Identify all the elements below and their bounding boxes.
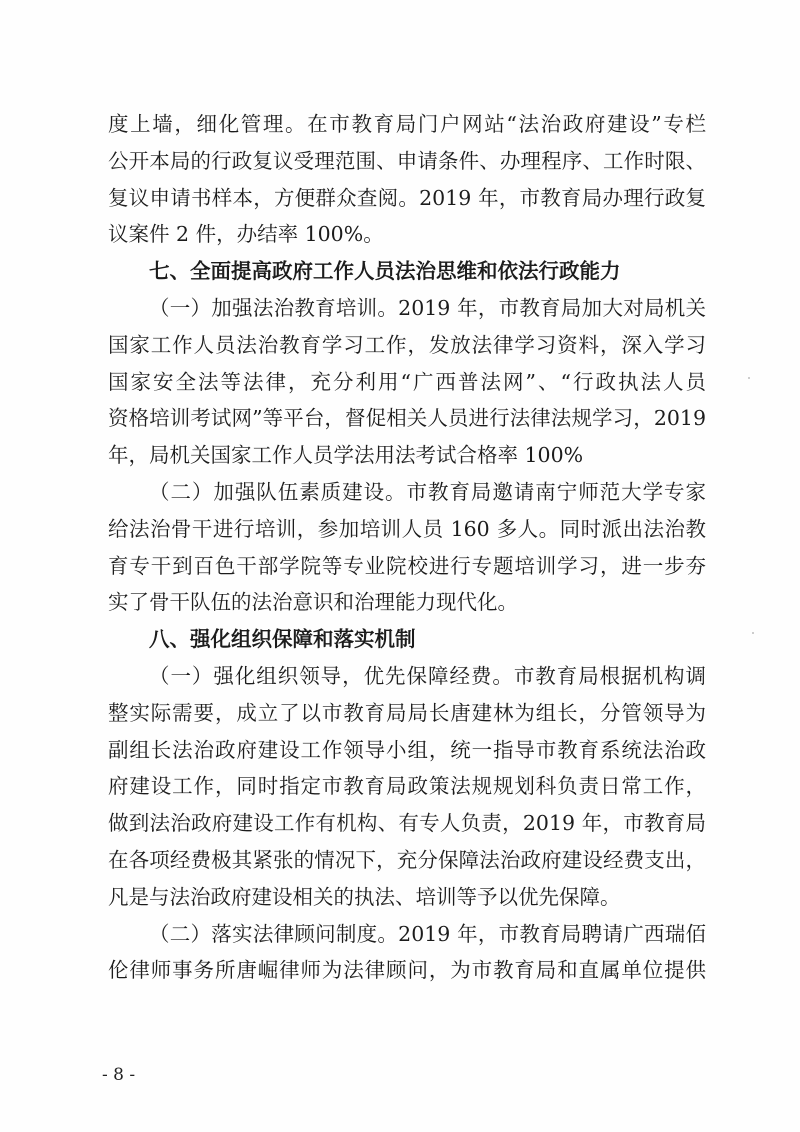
document-body xyxy=(108,106,706,989)
scan-speck xyxy=(752,632,754,634)
paragraph-line: 府建设工作，同时指定市教育局政策法规规划科负责日常工作， xyxy=(108,774,706,799)
paragraph-line: 凡是与法治政府建设相关的执法、培训等予以优先保障。 xyxy=(108,884,621,909)
paragraph-line: （一）加强法治教育培训。2019 年，市教育局加大对局机关 xyxy=(149,295,706,320)
paragraph-line: 国家工作人员法治教育学习工作，发放法律学习资料，深入学习 xyxy=(108,332,706,357)
paragraph-line: 在各项经费极其紧张的情况下，充分保障法治政府建设经费支出， xyxy=(108,847,706,872)
paragraph-line: 伦律师事务所唐崛律师为法律顾问，为市教育局和直属单位提供 xyxy=(108,958,706,983)
page-number: - 8 - xyxy=(102,1065,136,1085)
paragraph-line: 年，局机关国家工作人员学法用法考试合格率 100% xyxy=(108,443,584,468)
paragraph-line: 整实际需要，成立了以市教育局局长唐建林为组长，分管领导为 xyxy=(108,700,706,725)
paragraph-line: （二）落实法律顾问制度。2019 年，市教育局聘请广西瑞佰 xyxy=(149,921,706,946)
paragraph-line: 公开本局的行政复议受理范围、申请条件、办理程序、工作时限、 xyxy=(108,148,706,173)
paragraph-line: 议案件 2 件，办结率 100%。 xyxy=(108,222,384,247)
section-heading-8: 八、强化组织保障和落实机制 xyxy=(149,627,416,652)
paragraph-line: 育专干到百色干部学院等专业院校进行专题培训学习，进一步夯 xyxy=(108,553,706,578)
paragraph-line: （一）强化组织领导，优先保障经费。市教育局根据机构调 xyxy=(149,663,706,688)
paragraph-line: 做到法治政府建设工作有机构、有专人负责，2019 年，市教育局 xyxy=(108,811,706,836)
scan-speck xyxy=(748,377,750,379)
paragraph-line: 资格培训考试网”等平台，督促相关人员进行法律法规学习，2019 xyxy=(108,406,706,431)
paragraph-line: 国家安全法等法律，充分利用“广西普法网”、“行政执法人员 xyxy=(108,369,706,394)
paragraph-line: 副组长法治政府建设工作领导小组，统一指导市教育系统法治政 xyxy=(108,737,706,762)
paragraph-line: 实了骨干队伍的法治意识和治理能力现代化。 xyxy=(108,590,518,615)
paragraph-line: 给法治骨干进行培训，参加培训人员 160 多人。同时派出法治教 xyxy=(108,516,706,541)
paragraph-line: 度上墙，细化管理。在市教育局门户网站“法治政府建设”专栏 xyxy=(108,112,706,136)
section-heading-7: 七、全面提高政府工作人员法治思维和依法行政能力 xyxy=(149,259,621,284)
paragraph-line: 复议申请书样本，方便群众查阅。2019 年，市教育局办理行政复 xyxy=(108,185,706,210)
paragraph-line: （二）加强队伍素质建设。市教育局邀请南宁师范大学专家 xyxy=(149,479,706,504)
